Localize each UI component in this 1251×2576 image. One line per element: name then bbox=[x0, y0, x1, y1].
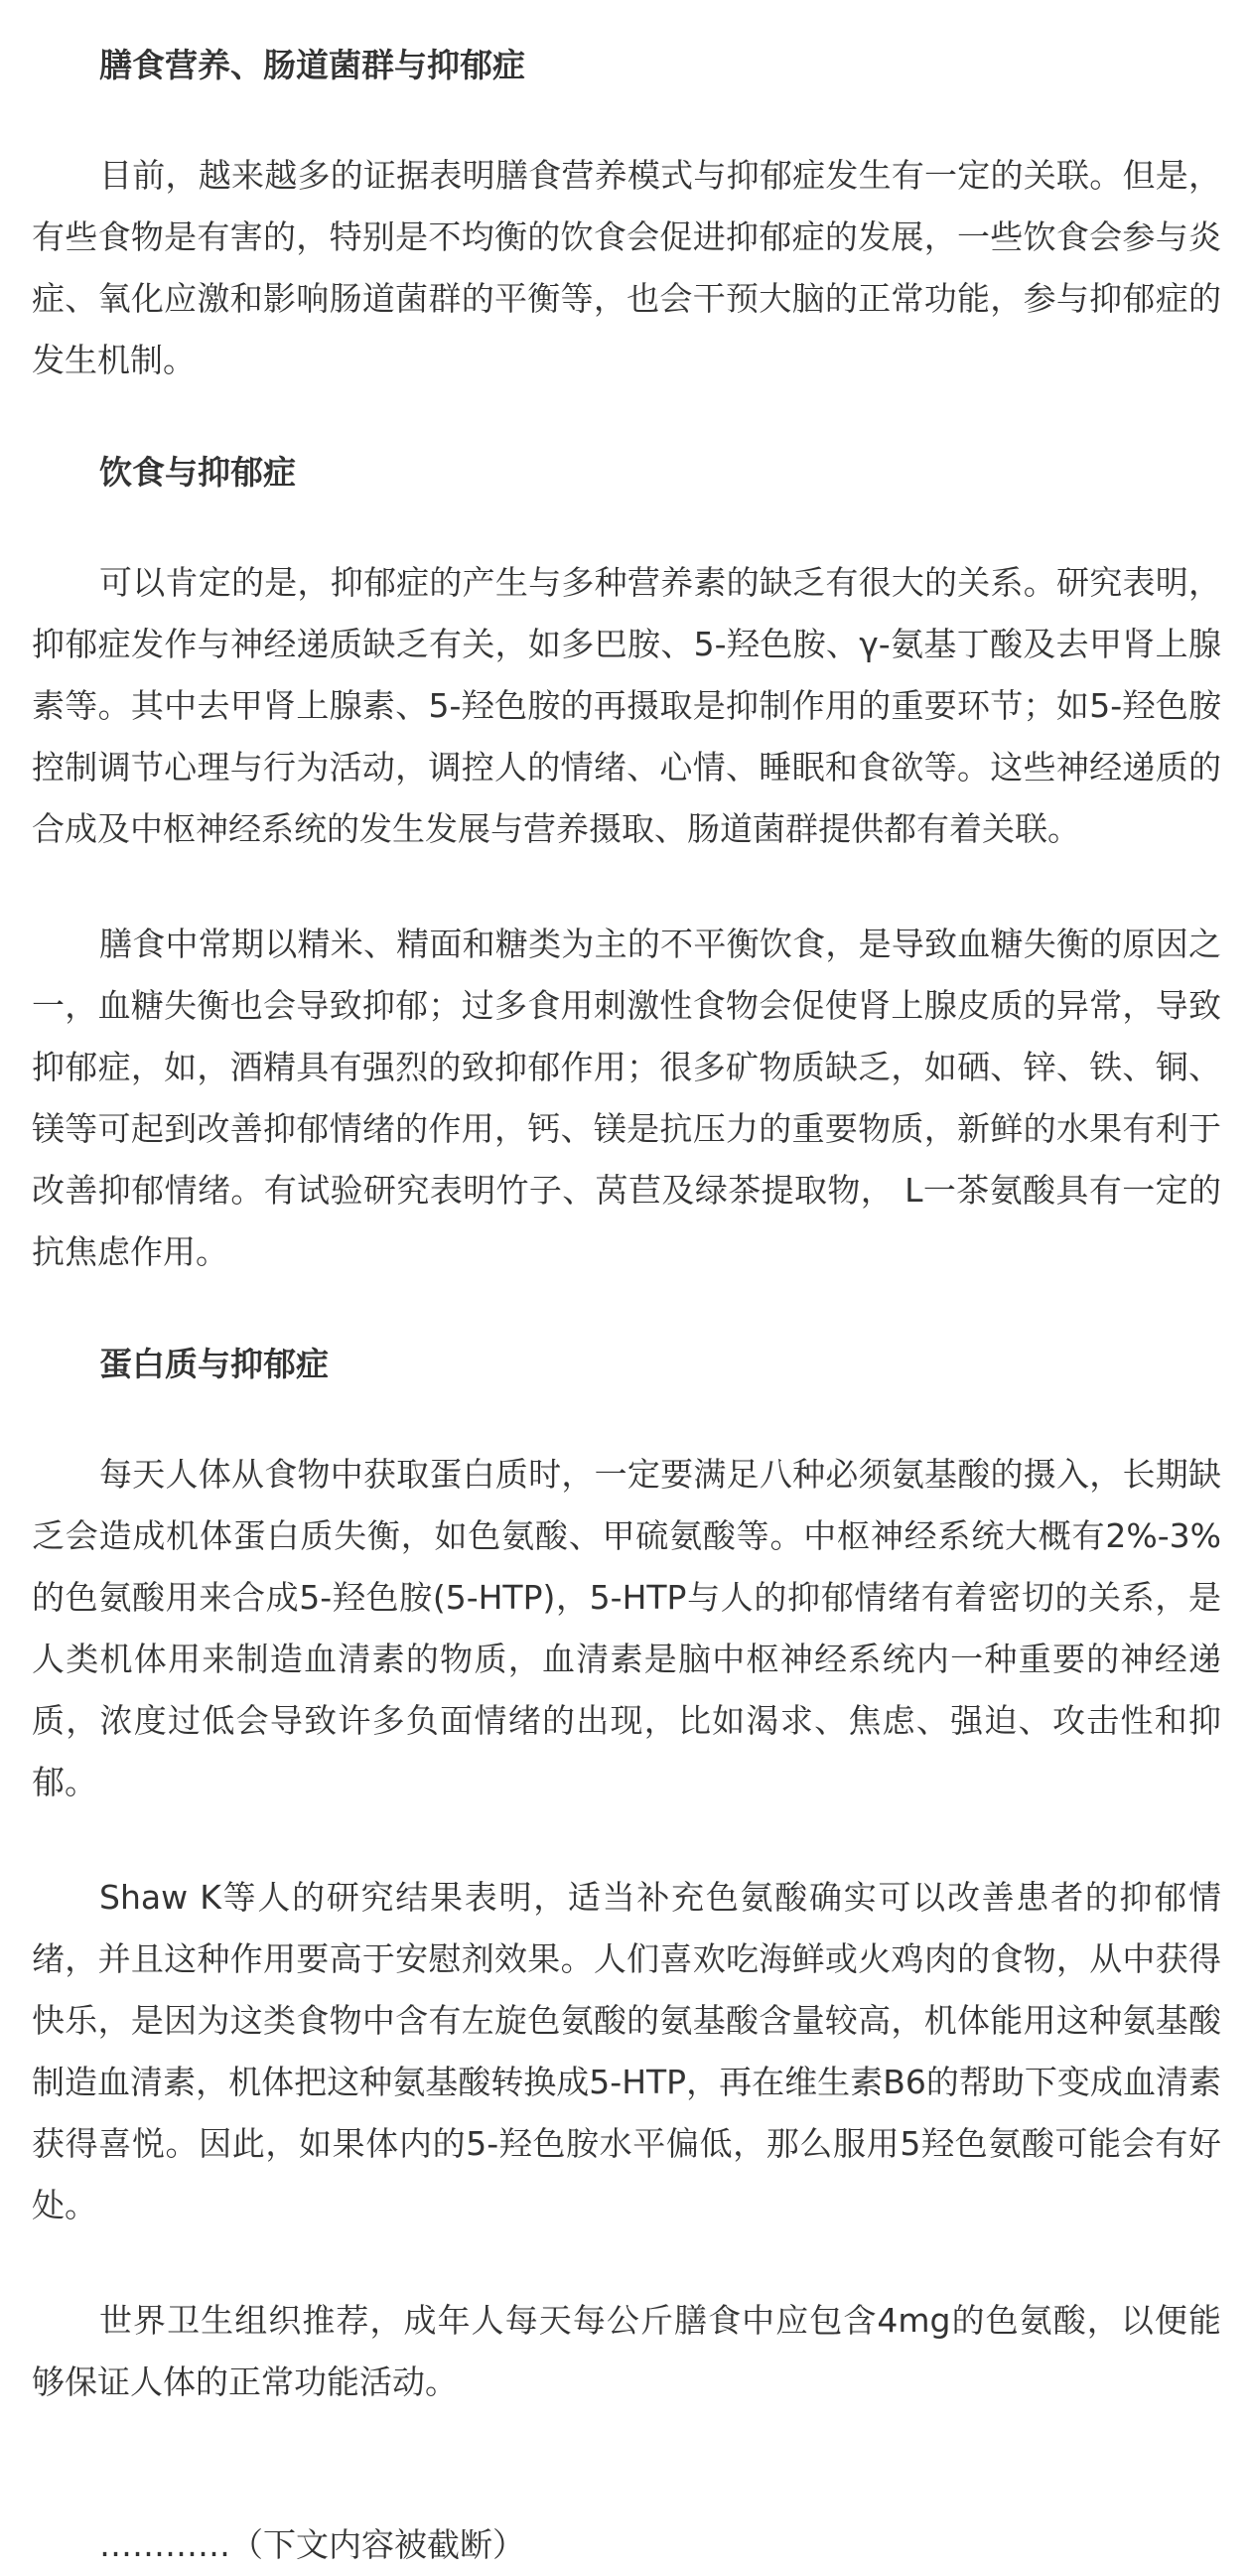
paragraph: Shaw K等人的研究结果表明，适当补充色氨酸确实可以改善患者的抑郁情绪，并且这种作用要高于安慰剂效果。人们喜欢吃海鲜或火鸡肉的食物，从中获得快乐，是因为这类食物中含有左旋色氨酸的氨基酸含量较高，机体能用这种氨基酸制造血清素，机体把这种氨基酸转换成5-HTP，再在维生素B6的帮助下变成血清素获得喜悦。因此，如果体内的5-羟色胺水平偏低，那么服用5羟色氨酸可能会有好处。 bbox=[32, 1878, 1221, 2224]
paragraph: 可以肯定的是，抑郁症的产生与多种营养素的缺乏有很大的关系。研究表明，抑郁症发作与神经递质缺乏有关，如多巴胺、5-羟色胺、γ-氨基丁酸及去甲肾上腺素等。其中去甲肾上腺素、5-羟色胺的再摄取是抑制作用的重要环节；如5-羟色胺控制调节心理与行为活动，调控人的情绪、心情、睡眠和食欲等。这些神经递质的合成及中枢神经系统的发生发展与营养摄取、肠道菌群提供都有着关联。 bbox=[32, 563, 1221, 848]
section-heading-protein: 蛋白质与抑郁症 bbox=[99, 1345, 329, 1383]
section-heading-diet-gut: 膳食营养、肠道菌群与抑郁症 bbox=[99, 46, 525, 84]
cutoff-text: …………（下文内容被截断） bbox=[99, 2525, 525, 2564]
paragraph: 膳食中常期以精米、精面和糖类为主的不平衡饮食，是导致血糖失衡的原因之一，血糖失衡也会导致抑郁；过多食用刺激性食物会促使肾上腺皮质的异常，导致抑郁症，如，酒精具有强烈的致抑郁作用；很多矿物质缺乏，如硒、锌、铁、铜、镁等可起到改善抑郁情绪的作用，钙、镁是抗压力的重要物质，新鲜的水果有利于改善抑郁情绪。有试验研究表明竹子、莴苣及绿茶提取物， L一茶氨酸具有一定的抗焦虑作用。 bbox=[32, 925, 1221, 1271]
paragraph: 目前，越来越多的证据表明膳食营养模式与抑郁症发生有一定的关联。但是，有些食物是有害的，特别是不均衡的饮食会促进抑郁症的发展，一些饮食会参与炎症、氧化应激和影响肠道菌群的平衡等，也会干预大脑的正常功能，参与抑郁症的发生机制。 bbox=[32, 156, 1221, 379]
paragraph: 每天人体从食物中获取蛋白质时，一定要满足八种必须氨基酸的摄入，长期缺乏会造成机体蛋白质失衡，如色氨酸、甲硫氨酸等。中枢神经系统大概有2%-3%的色氨酸用来合成5-羟色胺(5-HTP)，5-HTP与人的抑郁情绪有着密切的关系，是人类机体用来制造血清素的物质，血清素是脑中枢神经系统内一种重要的神经递质，浓度过低会导致许多负面情绪的出现，比如渴求、焦虑、强迫、攻击性和抑郁。 bbox=[32, 1455, 1221, 1801]
paragraph: 世界卫生组织推荐，成年人每天每公斤膳食中应包含4mg的色氨酸，以便能够保证人体的正常功能活动。 bbox=[32, 2301, 1221, 2401]
section-heading-diet: 饮食与抑郁症 bbox=[99, 453, 296, 492]
